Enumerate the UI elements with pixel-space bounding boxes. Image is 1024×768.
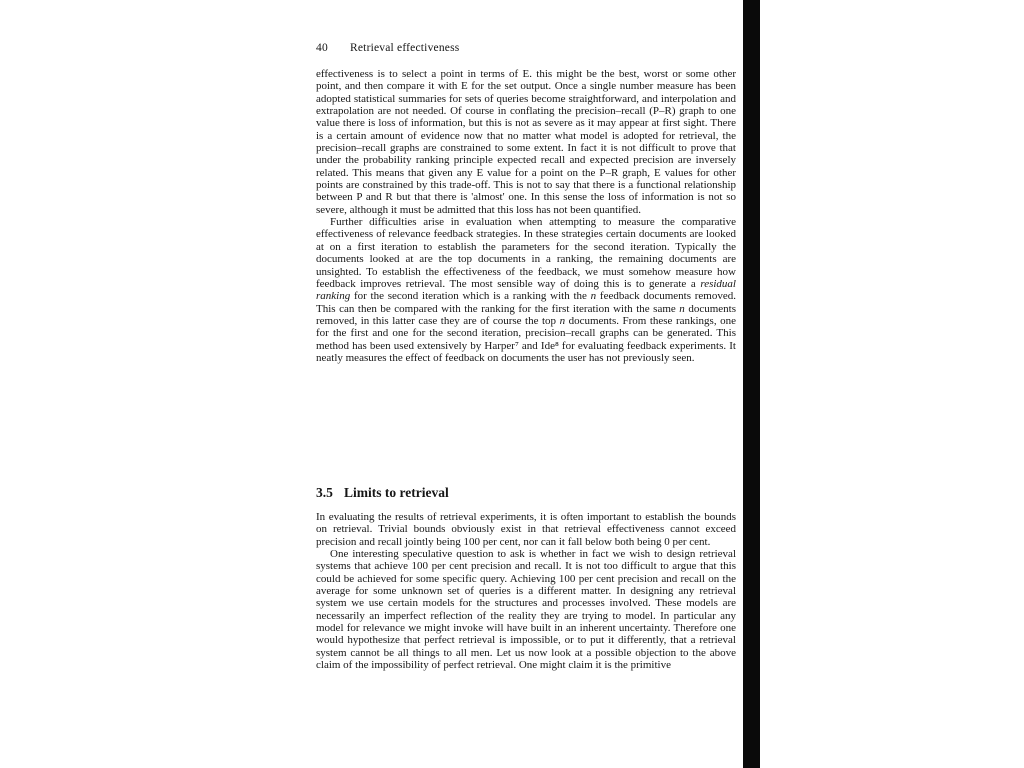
section-body-2	[316, 511, 736, 671]
paragraph: In evaluating the results of retrieval experiments, it is often important to establish the bounds on retrieval. Trivial bounds obviously exist in that retrieval effectiveness cannot exceed precision and recall jointly being 100 per cent, nor can it fall below both being 0 per cent.	[316, 511, 736, 548]
paragraph: One interesting speculative question to ask is whether in fact we wish to design retrieval systems that achieve 100 per cent precision and recall. It is not too difficult to argue that this could be achieved for some specific query. Achieving 100 per cent precision and recall on the average for some unknown set of queries is a different matter. In designing any retrieval system we use certain models for the structures and processes involved. These models are necessarily an imperfect reflection of the reality they are trying to model. In particular any model for relevance we might invoke will have built in an inherent uncertainty. Therefore one would hypothesize that perfect retrieval is impossible, or to put it differently, that a retrieval system cannot be all things to all men. Let us now look at a possible objection to the above claim of the impossibility of perfect retrieval. One might claim it is the primitive	[316, 548, 736, 672]
paragraph: effectiveness is to select a point in terms of E. this might be the best, worst or some other point, and then compare it with E for the set output. Once a single number measure has been adopted statistical summaries for sets of queries become straightforward, and interpolation and extrapolation are not needed. Of course in conflating the precision–recall (P–R) graph to one value there is loss of information, but this is not as severe as it may appear at first sight. There is a certain amount of evidence now that no matter what model is adopted for retrieval, the precision–recall graphs are constrained to some extent. In fact it is not difficult to prove that under the probability ranking principle expected recall and expected precision are inversely related. This means that given any E value for a point on the P–R graph, E values for other points are constrained by this trade-off. This is not to say that there is a functional relationship between P and R but that there is 'almost' one. In this sense the loss of information is not so severe, although it must be admitted that this loss has not been quantified.	[316, 68, 736, 216]
text-run: feedback documents removed. This can then be compared with the ranking for the first iteration with the same	[316, 290, 736, 315]
emphasis-variable: n	[559, 314, 566, 327]
paragraph	[316, 216, 736, 364]
section-number: 3.5	[316, 485, 333, 500]
text-run: documents removed, in this latter case they are of course the top	[316, 302, 736, 327]
section-heading	[316, 484, 736, 502]
section-body-1	[316, 68, 736, 364]
text-run: Further difficulties arise in evaluation when attempting to measure the comparative effectiveness of relevance feedback strategies. In these strategies certain documents are looked at on a first iteration to establish the parameters for the second iteration. Typically the documents looked at are the top documents in a ranking, the remaining documents are unsighted. To establish the effectiveness of the feedback, we must somehow measure how feedback improves retrieval. The most sensible way of doing this is to generate a	[316, 216, 736, 290]
running-title: Retrieval effectiveness	[350, 42, 460, 54]
emphasis-variable: n	[679, 302, 685, 315]
section-title: Limits to retrieval	[344, 485, 449, 500]
scan-edge-shadow	[743, 0, 760, 768]
emphasis-term: residual ranking	[316, 277, 736, 303]
page-number: 40	[316, 42, 328, 54]
text-run: for the second iteration which is a ranking with the	[350, 290, 591, 303]
text-run: documents. From these rankings, one for the first and one for the second iteration, precision–recall graphs can be generated. This method has been used extensively by Harper⁷ and Ide⁸ for evaluating feedback experiments. It neatly measures the effect of feedback on documents the user has not previously seen.	[316, 314, 736, 364]
running-head	[316, 40, 736, 56]
emphasis-variable: n	[590, 290, 597, 303]
